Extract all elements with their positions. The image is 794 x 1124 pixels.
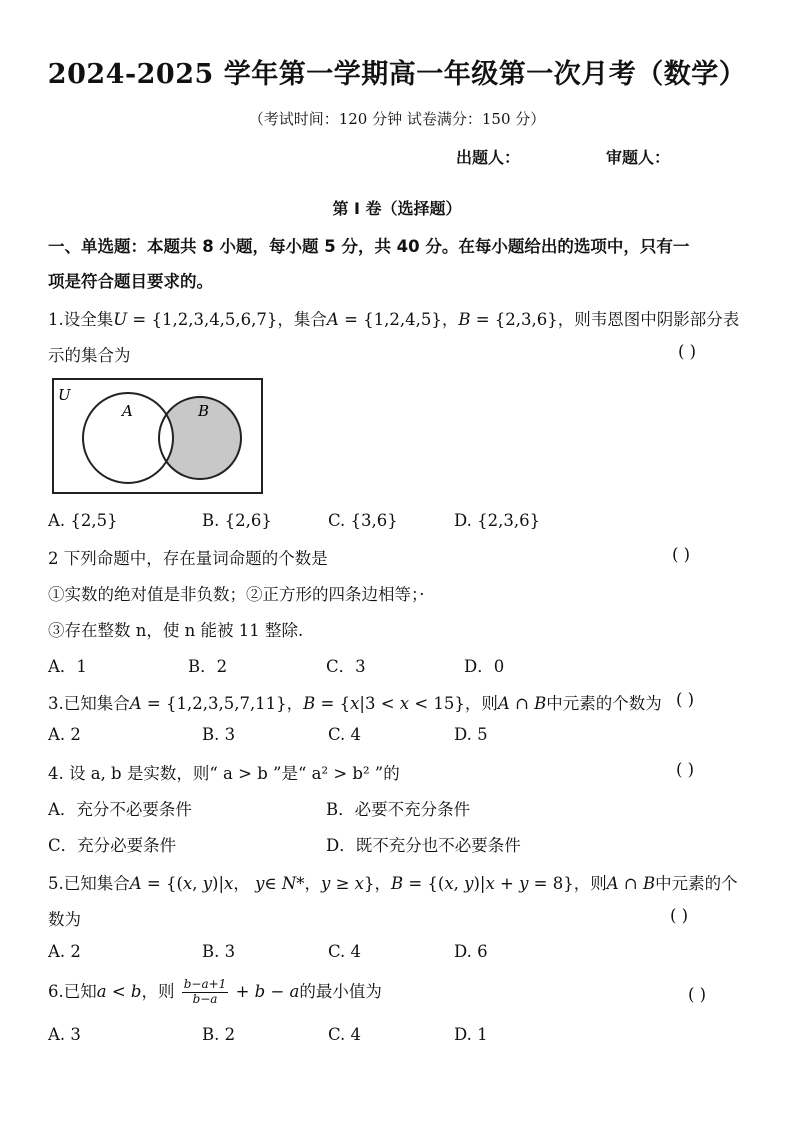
answer-paren-3: ( )	[676, 690, 695, 709]
question-3-line1: 3.已知集合𝐴 = {1,2,3,5,7,11}，𝐵 = {𝑥|3 < 𝑥 < 15}，则𝐴 ∩ 𝐵中元素的个数为	[48, 694, 662, 713]
answer-paren-5: ( )	[670, 906, 689, 925]
q5-option-b: B. 3	[202, 942, 236, 961]
q1-option-c: C. {3,6}	[328, 511, 398, 530]
q6-option-b: B. 2	[202, 1025, 236, 1044]
question-2-line2: ①实数的绝对值是非负数；②正方形的四条边相等；·	[48, 585, 425, 604]
q4-option-b: B．必要不充分条件	[326, 800, 471, 819]
reviewer-label: 审题人：	[606, 148, 671, 167]
q5-option-a: A. 2	[48, 942, 81, 961]
answer-paren-6: ( )	[688, 985, 707, 1004]
question-4-line1: 4. 设 a, b 是实数，则“ a > b ”是“ a² > b² ”的	[48, 764, 400, 783]
question-2-line3: ③存在整数 n，使 n 能被 11 整除.	[48, 621, 304, 640]
q2-option-b: B．2	[188, 657, 228, 676]
venn-label-a: A	[122, 402, 133, 420]
q2-option-d: D．0	[464, 657, 505, 676]
fraction-denominator: b−a	[192, 992, 218, 1006]
q3-option-c: C. 4	[328, 725, 362, 744]
volume-heading: 第 I 卷（选择题）	[332, 199, 462, 218]
answer-paren-2: ( )	[672, 545, 691, 564]
answer-paren-4: ( )	[676, 760, 695, 779]
q1-option-b: B. {2,6}	[202, 511, 272, 530]
section-instruction-line2: 项是符合题目要求的。	[48, 272, 213, 291]
q6-option-c: C. 4	[328, 1025, 362, 1044]
q6-option-a: A. 3	[48, 1025, 81, 1044]
setter-label: 出题人：	[456, 148, 521, 167]
exam-title: 2024-2025 学年第一学期高一年级第一次月考（数学）	[47, 59, 747, 90]
q2-option-a: A．1	[48, 657, 87, 676]
question-5-line1: 5.已知集合𝐴 = {(𝑥, 𝑦)|𝑥， 𝑦∈ 𝑁*，𝑦 ≥ 𝑥}，𝐵 = {(𝑥, 𝑦)|𝑥 + 𝑦 = 8}，则𝐴 ∩ 𝐵中元素的个	[48, 874, 738, 893]
q3-option-a: A. 2	[48, 725, 81, 744]
q4-option-c: C．充分必要条件	[48, 836, 177, 855]
question-2-line1: 2 下列命题中，存在量词命题的个数是	[48, 549, 328, 568]
section-instruction-line1: 一、单选题：本题共 8 小题，每小题 5 分，共 40 分。在每小题给出的选项中，只有一	[48, 237, 690, 256]
question-6-line1	[48, 978, 382, 1007]
q2-option-c: C．3	[326, 657, 366, 676]
question-1-line2: 示的集合为	[48, 346, 131, 365]
question-1-line1: 1.设全集𝑈 = {1,2,3,4,5,6,7}，集合𝐴 = {1,2,4,5}，𝐵 = {2,3,6}，则韦恩图中阴影部分表	[48, 310, 740, 329]
exam-duration-score: （考试时间：120 分钟 试卷满分：150 分）	[248, 110, 546, 128]
venn-label-u: U	[58, 386, 71, 404]
question-6-fraction	[182, 978, 229, 1007]
q5-option-d: D. 6	[454, 942, 488, 961]
q4-option-a: A．充分不必要条件	[48, 800, 192, 819]
venn-label-b: B	[198, 402, 210, 420]
venn-diagram	[52, 378, 264, 496]
q3-option-d: D. 5	[454, 725, 488, 744]
question-6-prefix: 6.已知𝑎 < 𝑏，则	[48, 982, 175, 1001]
q4-option-d: D．既不充分也不必要条件	[326, 836, 521, 855]
answer-paren-1: ( )	[678, 342, 697, 361]
q1-option-a: A. {2,5}	[48, 511, 118, 530]
q5-option-c: C. 4	[328, 942, 362, 961]
q6-option-d: D. 1	[454, 1025, 488, 1044]
q3-option-b: B. 3	[202, 725, 236, 744]
q1-option-d: D. {2,3,6}	[454, 511, 541, 530]
question-6-suffix: + 𝑏 − 𝑎的最小值为	[235, 982, 382, 1001]
fraction-numerator: b−a+1	[183, 977, 227, 992]
question-5-line2: 数为	[48, 910, 81, 929]
